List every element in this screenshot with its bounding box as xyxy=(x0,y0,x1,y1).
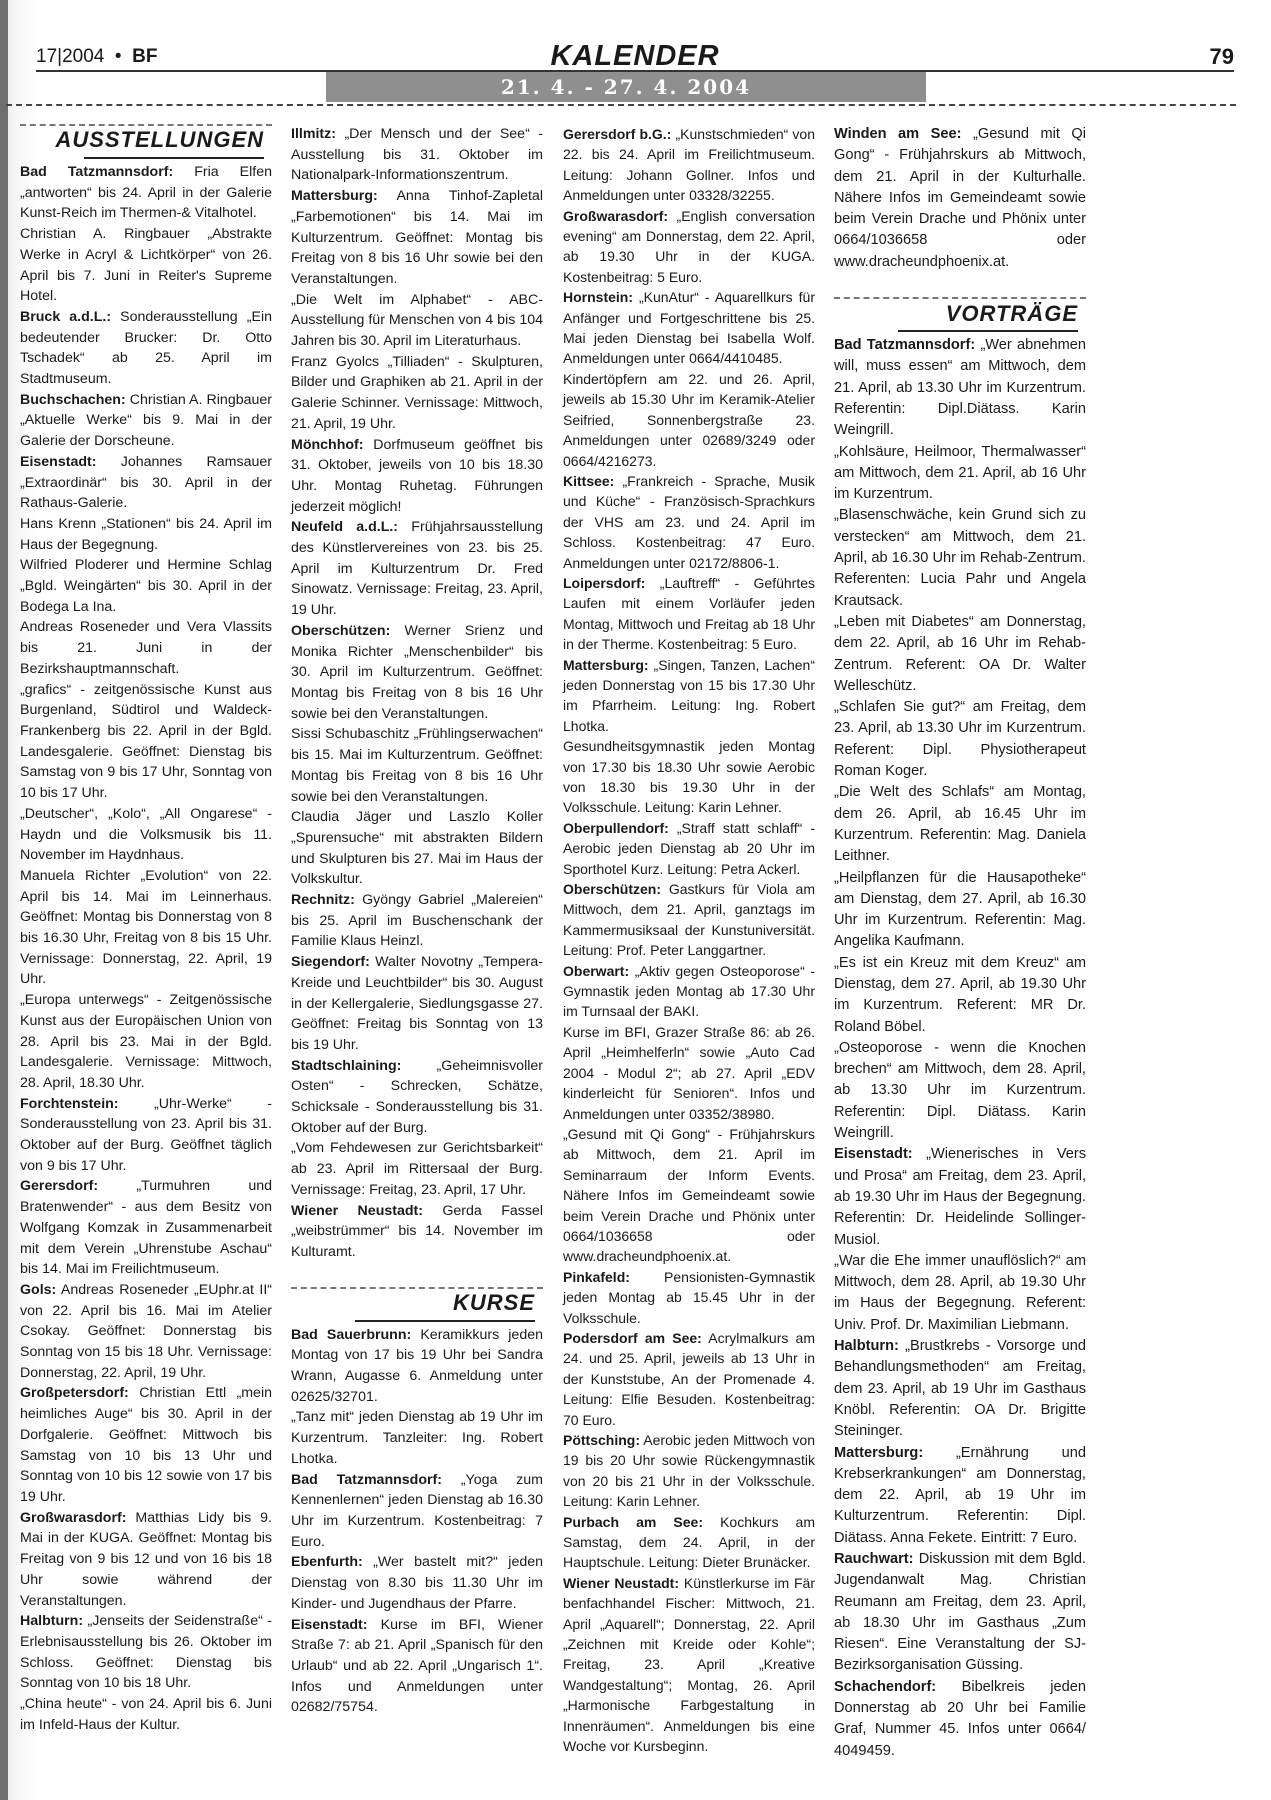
listing-entry xyxy=(834,442,1086,506)
listing-text: „Wer abnehmen will, muss essen“ am Mittwoch, dem 21. April, ab 13.30 Uhr im Kurzentrum. Referentin: Dipl.Diätass. Karin Weingrill. xyxy=(834,337,1086,439)
listing-text: Claudia Jäger und Laszlo Koller „Spurensuche“ mit abstrakten Bildern und Skulpturen bis 27. Mai im Haus der Volkskultur. xyxy=(291,809,543,888)
listing-text: Frühjahrsausstellung des Künstlervereines von 23. bis 25. April im Kulturzentrum Dr. Fred Sinowatz. Vernissage: Freitag, 23. April, 19 Uhr. xyxy=(291,519,543,619)
page-header xyxy=(36,40,1234,70)
listing-text: „Die Welt im Alphabet“ - ABC-Ausstellung für Menschen von 4 bis 104 Jahren bis 30. April im Literaturhaus. xyxy=(291,291,543,350)
listing-text: Fria Elfen „antworten“ bis 24. April in der Galerie Kunst-Reich im Thermen-& Vitalhotel. xyxy=(20,164,272,222)
listing-text: „KunAtur“ - Aquarellkurs für Anfänger und Fortgeschrittene bis 25. Mai jeden Dienstag bei Isabella Wolf. Anmeldungen unter 0664/4410485. xyxy=(563,289,815,367)
section-title: AUSSTELLUNGEN xyxy=(55,127,264,152)
listing-entry xyxy=(20,617,272,679)
listing-location: Gerersdorf b.G.: xyxy=(563,126,672,142)
listing-text: „Die Welt des Schlafs“ am Montag, dem 26. April, ab 16.45 Uhr im Kurzentrum. Referentin: Mag. Daniela Leithner. xyxy=(834,784,1086,865)
section-dashed-rule xyxy=(20,124,272,126)
listing-text: Gastkurs für Viola am Mittwoch, dem 21. April, ganztags im Kammermusiksaal der Kunstuniversität. Leitung: Prof. Peter Langgartner. xyxy=(563,881,815,959)
listing-text: Kochkurs am Samstag, dem 24. April, in der Hauptschule. Leitung: Dieter Brunäcker. xyxy=(563,1513,815,1571)
listing-location: Bad Tatzmannsdorf: xyxy=(834,337,976,354)
listing-entry xyxy=(834,1336,1086,1442)
listing-entry xyxy=(291,621,543,725)
page-number: 79 xyxy=(1209,44,1234,69)
listing-text: Aerobic jeden Mittwoch von 19 bis 20 Uhr sowie Rückengymnastik von 20 bis 21 Uhr in der Volksschule. Leitung: Karin Lehner. xyxy=(563,1432,815,1510)
listing-text: Sonderausstellung „Ein bedeutender Brucker: Dr. Otto Tschadek“ ab 25. April im Stadtmuseum. xyxy=(20,308,272,388)
listing-text: Kindertöpfern am 22. und 26. April, jeweils ab 15.30 Uhr im Keramik-Atelier Seifried, Sonnenbergstraße 23. Anmeldungen unter 02689/3249 oder 0664/4216273. xyxy=(563,370,815,469)
listing-entry xyxy=(834,1549,1086,1677)
listing-location: Podersdorf am See: xyxy=(563,1329,702,1346)
listing-entry xyxy=(20,804,272,866)
listing-text: Hans Krenn „Stationen“ bis 24. April im Haus der Begegnung. xyxy=(20,515,272,553)
listing-entry xyxy=(834,505,1086,611)
listing-entry xyxy=(563,1430,815,1512)
listing-entry xyxy=(20,1280,272,1384)
listing-text: „Blasenschwäche, kein Grund sich zu verstecken“ am Mittwoch, dem 21. April, ab 16.30 Uhr im Rehab-Zentrum. Referenten: Lucia Pahr und Angela Krautsack. xyxy=(834,507,1086,609)
listing-text: Gerda Fassel „weibstrümmer“ bis 14. November im Kulturamt. xyxy=(291,1202,543,1260)
listing-text: „Geheimnisvoller Osten“ - Schrecken, Schätze, Schicksale - Sonderausstellung bis 31. Oktober auf der Burg. xyxy=(291,1057,543,1136)
header-dashed-rule xyxy=(6,104,1236,106)
listing-entry xyxy=(563,1022,815,1124)
listing-text: „Wienerisches in Vers und Prosa“ am Freitag, dem 23. April, ab 19.30 Uhr im Haus der Begegnung. Referentin: Dr. Heidelinde Sollinger-Musiol. xyxy=(834,1146,1086,1248)
listing-text: „Frankreich - Sprache, Musik und Küche“ - Französisch-Sprachkurs der VHS am 23. und 24. April im Schloss. Kostenbeitrag: 47 Euro. Anmeldungen unter 02172/8806-1. xyxy=(563,472,816,571)
listing-text: „Gesund mit Qi Gong“ - Frühjahrskurs ab Mittwoch, dem 21. April in der Kulturhalle. Nähere Infos im Gemeindeamt sowie beim Verein Drache und Phönix unter 0664/1036658 oder www.dracheundphoenix.at. xyxy=(834,126,1086,270)
listing-location: Halbturn: xyxy=(834,1338,899,1355)
listing-location: Forchtenstein: xyxy=(20,1095,119,1112)
listing-entry xyxy=(291,1325,543,1408)
listing-text: „Kunstschmieden“ von 22. bis 24. April im Freilichtmuseum. Leitung: Johann Gollner. Infos und Anmeldungen unter 03328/32255. xyxy=(563,126,815,204)
listing-entry xyxy=(834,335,1086,441)
listing-location: Siegendorf: xyxy=(291,954,370,971)
listing-text: Christian Ettl „mein heimliches Auge“ bis 30. April in der Dorfgalerie. Geöffnet: Mittwoch bis Samstag von 10 bis 13 Uhr und Sonntag von 10 bis 12 sowie von 17 bis 19 Uhr. xyxy=(20,1385,272,1505)
listing-location: Mattersburg: xyxy=(563,656,649,673)
listing-entry xyxy=(834,953,1086,1038)
listing-entry xyxy=(834,1144,1086,1250)
listing-location: Buchschachen: xyxy=(20,391,126,408)
listing-location: Ebenfurth: xyxy=(291,1554,363,1571)
listing-location: Gols: xyxy=(20,1281,57,1298)
listing-entry xyxy=(291,435,543,518)
listing-entry xyxy=(834,697,1086,782)
listing-text: „Straff statt schlaff“ - Aerobic jeden Dienstag ab 20 Uhr im Sporthotel Kurz. Leitung: Petra Ackerl. xyxy=(563,819,815,877)
listing-entry xyxy=(291,186,543,290)
listing-text: „Singen, Tanzen, Lachen“ jeden Donnerstag von 15 bis 17.30 Uhr im Pfarrheim. Leitung: Ing. Robert Lhotka. xyxy=(563,656,815,734)
listing-text: „China heute“ - von 24. April bis 6. Juni im Infeld-Haus der Kultur. xyxy=(20,1696,272,1733)
listing-text: Kurse im BFI, Grazer Straße 86: ab 26. April „Heimhelferln“ sowie „Auto Cad 2004 - Modul 2“; ab 27. April „EDV kinderleicht für Senioren“. Infos und Anmeldungen unter 03352/38980. xyxy=(563,1023,815,1122)
listing-entry xyxy=(20,555,272,617)
listing-entry xyxy=(834,1251,1086,1336)
listing-text: „Aktiv gegen Osteoporose“ - Gymnastik jeden Montag ab 17.30 Uhr im Turnsaal der BAKI. xyxy=(563,962,815,1020)
section-underline xyxy=(355,1320,535,1322)
listing-text: Acrylmalkurs am 24. und 25. April, jeweils ab 13 Uhr in der Kunststube, An der Promenade 4. Leitung: Elfie Besuden. Kostenbeitrag: 70 Euro. xyxy=(563,1329,815,1428)
section-underline xyxy=(84,157,264,159)
listing-entry xyxy=(20,1383,272,1507)
listing-entry xyxy=(20,1094,272,1177)
listing-entry xyxy=(563,818,815,879)
listing-entry xyxy=(563,1124,815,1267)
page-spine xyxy=(0,0,8,1800)
listing-text: Diskussion mit dem Bgld. Jugendanwalt Mag. Christian Reumann am Freitag, dem 23. April, ab 18.30 Uhr im Gasthaus „Zum Riesen“. Eine Veranstaltung der SJ-Bezirksorganisation Güssing. xyxy=(834,1551,1086,1674)
listing-entry xyxy=(291,1201,543,1263)
issue-number: 17|2004 xyxy=(36,46,105,67)
section-heading xyxy=(834,297,1086,331)
listing-text: Bibelkreis jeden Donnerstag ab 20 Uhr bei Familie Graf, Nummer 45. Infos unter 0664/ 4049459. xyxy=(834,1678,1086,1759)
listing-entry xyxy=(834,1038,1086,1144)
listing-entry xyxy=(834,782,1086,867)
listing-location: Winden am See: xyxy=(834,126,962,142)
listing-location: Eisenstadt: xyxy=(291,1616,368,1633)
listing-text: Sissi Schubaschitz „Frühlingserwachen“ bis 15. Mai im Kulturzentrum. Geöffnet: Montag bis Freitag von 8 bis 16 Uhr sowie bei den Veranstaltungen. xyxy=(291,726,543,805)
listing-text: Künstlerkurse im Fär benfachhandel Fischer: Mittwoch, 21. April „Aquarell“; Donnerstag, 22. April „Zeichnen mit Kreide oder Kohle“; Freitag, 23. April „Kreative Wandgestaltung“; Montag, 26. April „Harmonische Farbgestaltung in Innenräumen“. Anmeldungen bis eine Woche vor Kursbeginn. xyxy=(563,1574,815,1755)
listing-entry xyxy=(20,307,272,390)
listing-entry xyxy=(20,990,272,1094)
listing-location: Mattersburg: xyxy=(834,1444,924,1461)
listing-entry xyxy=(563,655,815,737)
listing-entry xyxy=(563,206,815,288)
listing-entry xyxy=(20,514,272,555)
listing-text: Matthias Lidy bis 9. Mai in der KUGA. Geöffnet: Montag bis Freitag von 9 bis 12 und von 16 bis 18 Uhr sowie während der Veranstaltungen. xyxy=(20,1509,272,1609)
listing-text: Keramikkurs jeden Montag von 17 bis 19 Uhr bei Sandra Wrann, Augasse 6. Anmeldung unter 02625/32701. xyxy=(291,1326,543,1405)
listing-entry xyxy=(834,1677,1086,1762)
listing-entry xyxy=(20,452,272,514)
listing-location: Großwarasdorf: xyxy=(20,1509,127,1526)
listing-entry xyxy=(563,736,815,818)
listing-location: Wiener Neustadt: xyxy=(291,1202,423,1219)
section-heading xyxy=(291,1287,543,1321)
listing-text: „Osteoporose - wenn die Knochen brechen“ am Mittwoch, dem 28. April, ab 13.30 Uhr im Kurzentrum. Referentin: Dipl. Diätass. Karin Weingrill. xyxy=(834,1039,1086,1142)
section-heading xyxy=(20,124,272,158)
listing-entry xyxy=(291,1407,543,1469)
section-dashed-rule xyxy=(291,1287,543,1289)
column-2 xyxy=(291,124,543,1718)
listing-entry xyxy=(834,124,1086,273)
listing-text: „Deutscher“, „Kolo“, „All Ongarese“ - Haydn und die Volksmusik bis 11. November im Haydnhaus. xyxy=(20,805,272,864)
listing-location: Eisenstadt: xyxy=(834,1146,913,1163)
listing-text: „Brustkrebs - Vorsorge und Behandlungsmethoden“ am Freitag, dem 23. April, ab 19 Uhr im Gasthaus Knöbl. Referentin: OA Dr. Brigitte Steininger. xyxy=(834,1338,1086,1440)
listing-location: Wiener Neustadt: xyxy=(563,1574,679,1591)
listing-location: Hornstein: xyxy=(563,289,633,306)
listing-text: Kurse im BFI, Wiener Straße 7: ab 21. April „Spanisch für den Urlaub“ und ab 22. April „Ungarisch 1“. Infos und Anmeldungen unter 02682/75754. xyxy=(291,1616,543,1716)
listing-location: Schachendorf: xyxy=(834,1678,937,1695)
listing-entry xyxy=(563,124,815,206)
listing-entry xyxy=(563,961,815,1022)
listing-text: „Europa unterwegs“ - Zeitgenössische Kunst aus der Europäischen Union von 28. April bis 23. Mai in der Bgld. Landesgalerie. Vernissage: Mittwoch, 28. April, 18.30 Uhr. xyxy=(20,992,272,1091)
section-underline xyxy=(898,330,1078,332)
section-title: KURSE xyxy=(452,1289,535,1315)
listing-entry xyxy=(291,890,543,952)
listing-text: Christian A. Ringbauer „Aktuelle Werke“ bis 9. Mai in der Galerie der Dorscheune. xyxy=(20,391,272,450)
listing-text: Anna Tinhof-Zapletal „Farbemotionen“ bis 14. Mai im Kulturzentrum. Geöffnet: Montag bis Freitag von 8 bis 16 Uhr sowie bei den Veranstaltungen. xyxy=(291,188,543,287)
listing-entry xyxy=(291,290,543,352)
listing-location: Mattersburg: xyxy=(291,188,378,205)
listing-text: „Jenseits der Seidenstraße“ - Erlebnisausstellung bis 26. Oktober im Schloss. Geöffnet: Dienstag bis Sonntag von 10 bis 18 Uhr. xyxy=(20,1613,273,1692)
section-title: VORTRÄGE xyxy=(945,301,1078,327)
listing-text: „Ernährung und Krebserkrankungen“ am Donnerstag, dem 22. April, ab 19 Uhr im Kulturzentrum. Referentin: Dipl. Diätass. Anna Fekete. Eintritt: 7 Euro. xyxy=(834,1444,1086,1546)
listing-text: Andreas Roseneder „EUphr.at II“ von 22. April bis 16. Mai im Atelier Csokay. Geöffnet: Donnerstag bis Sonntag von 15 bis 18 Uhr. Vernissage: Donnerstag, 22. April, 19 Uhr. xyxy=(20,1281,272,1381)
listing-entry xyxy=(291,807,543,890)
listing-location: Loipersdorf: xyxy=(563,574,646,591)
listing-location: Kittsee: xyxy=(563,472,615,489)
column-3 xyxy=(563,124,815,1757)
listing-text: „Turmuhren und Bratenwender“ - aus dem Besitz von Wolfgang Komzak in Zusammenarbeit mit dem Verein „Uhrenstube Aschau“ bis 14. Mai im Freilichtmuseum. xyxy=(20,1178,272,1278)
listing-location: Rauchwart: xyxy=(834,1551,914,1567)
listing-text: „Uhr-Werke“ - Sonderausstellung von 23. April bis 31. Oktober auf der Burg. Geöffnet täglich von 9 bis 17 Uhr. xyxy=(20,1095,272,1174)
listing-text: „Heilpflanzen für die Hausapotheke“ am Dienstag, dem 27. April, ab 16.30 Uhr im Kurzentrum. Referentin: Mag. Angelika Kaufmann. xyxy=(834,869,1086,950)
listing-text: Walter Novotny „Tempera-Kreide und Leuchtbilder“ bis 30. August in der Kellergalerie, Siedlungsgasse 27. Geöffnet: Freitag bis Sonntag von 13 bis 19 Uhr. xyxy=(291,954,543,1053)
listing-entry xyxy=(563,471,815,573)
listing-location: Oberwart: xyxy=(563,962,630,979)
listing-location: Oberschützen: xyxy=(291,622,391,639)
listing-entry xyxy=(20,224,272,307)
listing-entry xyxy=(563,1267,815,1328)
listing-text: Johannes Ramsauer „Extraordinär“ bis 30. April in der Rathaus-Galerie. xyxy=(20,453,272,512)
listing-location: Großwarasdorf: xyxy=(563,207,669,224)
listing-text: Gyöngy Gabriel „Malereien“ bis 25. April im Buschenschank der Familie Klaus Heinzl. xyxy=(291,892,543,950)
listing-text: Pensionisten-Gymnastik jeden Montag ab 15.45 Uhr in der Volksschule. xyxy=(563,1268,815,1326)
listing-text: „Lauftreff“ - Geführtes Laufen mit einem Vorläufer jeden Montag, Mittwoch und Freitag ab 18 Uhr in der Therme. Kostenbeitrag: 5 Euro. xyxy=(563,574,815,653)
listing-text: Andreas Roseneder und Vera Vlassits bis 21. Juni in der Bezirkshauptmannschaft. xyxy=(20,619,272,677)
listing-text: „English conversation evening“ am Donnerstag, dem 22. April, ab 19.30 Uhr in der KUGA. Kostenbeitrag: 5 Euro. xyxy=(563,207,815,285)
listing-location: Pöttsching: xyxy=(563,1432,640,1448)
listing-location: Bad Sauerbrunn: xyxy=(291,1326,412,1343)
column-1 xyxy=(20,124,272,1735)
listing-entry xyxy=(563,573,815,655)
listing-text: „grafics“ - zeitgenössische Kunst aus Burgenland, Südtirol und Waldeck-Frankenberg bis 22. April in der Bgld. Landesgalerie. Geöffnet: Dienstag bis Samstag von 9 bis 17 Uhr, Sonntag von 10 bis 17 Uhr. xyxy=(20,681,272,802)
listing-entry xyxy=(20,1176,272,1280)
listing-location: Bad Tatzmannsdorf: xyxy=(291,1471,442,1488)
listing-entry xyxy=(291,1470,543,1553)
listing-entry xyxy=(834,1443,1086,1549)
listing-location: Stadtschlaining: xyxy=(291,1057,402,1074)
listing-entry xyxy=(20,1611,272,1694)
listing-entry xyxy=(20,162,272,224)
listing-entry xyxy=(834,868,1086,953)
listing-location: Purbach am See: xyxy=(563,1513,703,1530)
listing-entry xyxy=(291,1615,543,1719)
listing-entry xyxy=(563,879,815,961)
listing-entry xyxy=(563,287,815,369)
listing-entry xyxy=(563,1512,815,1573)
listing-entry xyxy=(291,124,543,186)
bullet-separator: • xyxy=(109,46,127,67)
listing-text: „Der Mensch und der See“ - Ausstellung bis 31. Oktober im Nationalpark-Informationszentrum. xyxy=(291,126,543,184)
listing-text: Gesundheitsgymnastik jeden Montag von 17.30 bis 18.30 Uhr sowie Aerobic von 18.30 bis 19.30 Uhr in der Volksschule. Leitung: Karin Lehner. xyxy=(563,738,815,816)
listing-text: „Tanz mit“ jeden Dienstag ab 19 Uhr im Kurzentrum. Tanzleiter: Ing. Robert Lhotka. xyxy=(291,1409,543,1467)
listing-entry xyxy=(20,680,272,804)
listing-text: „Leben mit Diabetes“ am Donnerstag, dem 22. April, ab 16 Uhr im Rehab-Zentrum. Referent: OA Dr. Walter Welleschütz. xyxy=(834,613,1086,694)
listing-text: „Gesund mit Qi Gong“ - Frühjahrskurs ab Mittwoch, dem 21. April im Seminarraum der Inform Events. Nähere Infos im Gemeindeamt sowie beim Verein Drache und Phönix unter 0664/1036658 oder www.dracheundphoenix.at. xyxy=(563,1125,815,1265)
listing-location: Mönchhof: xyxy=(291,436,364,453)
listing-entry xyxy=(20,1694,272,1735)
listing-location: Oberpullendorf: xyxy=(563,819,669,836)
listing-location: Bruck a.d.L.: xyxy=(20,308,112,325)
listing-entry xyxy=(291,1138,543,1200)
listing-entry xyxy=(834,612,1086,697)
listing-text: „Schlafen Sie gut?“ am Freitag, dem 23. April, ab 13.30 Uhr im Kurzentrum. Referent: Dipl. Physiotherapeut Roman Koger. xyxy=(834,699,1086,780)
listing-text: „Es ist ein Kreuz mit dem Kreuz“ am Dienstag, dem 27. April, ab 19.30 Uhr im Kurzentrum. Referent: MR Dr. Roland Böbel. xyxy=(834,954,1086,1035)
section-spacer xyxy=(834,273,1086,297)
listing-text: „Vom Fehdewesen zur Gerichtsbarkeit“ ab 23. April im Rittersaal der Burg. Vernissage: Freitag, 23. April, 17 Uhr. xyxy=(291,1140,543,1198)
listing-entry xyxy=(291,724,543,807)
listing-location: Gerersdorf: xyxy=(20,1178,99,1195)
listing-entry xyxy=(291,952,543,1056)
listing-entry xyxy=(563,369,815,471)
listing-location: Rechnitz: xyxy=(291,892,355,909)
listing-text: „Wer bastelt mit?“ jeden Dienstag von 8.30 bis 11.30 Uhr im Kinder- und Jugendhaus der Pfarre. xyxy=(291,1554,544,1612)
listing-text: Dorfmuseum geöffnet bis 31. Oktober, jeweils von 10 bis 18.30 Uhr. Montag Ruhetag. Führungen jederzeit möglich! xyxy=(291,436,543,515)
date-range-banner: 21. 4. - 27. 4. 2004 xyxy=(326,72,926,102)
listing-text: Werner Srienz und Monika Richter „Menschenbilder“ bis 30. April im Kulturzentrum. Geöffnet: Montag bis Freitag von 8 bis 16 Uhr sowie bei den Veranstaltungen. xyxy=(291,622,543,722)
listing-text: „Yoga zum Kennenlernen“ jeden Dienstag ab 16.30 Uhr im Kurzentrum. Kostenbeitrag: 7 Euro. xyxy=(291,1471,543,1550)
listing-text: „Kohlsäure, Heilmoor, Thermalwasser“ am Mittwoch, dem 21. April, ab 16 Uhr im Kurzentrum. xyxy=(834,443,1086,503)
listing-location: Halbturn: xyxy=(20,1613,84,1630)
listing-entry xyxy=(291,1056,543,1139)
listing-location: Neufeld a.d.L.: xyxy=(291,519,399,536)
listing-text: „War die Ehe immer unauflöslich?“ am Mittwoch, dem 28. April, ab 19.30 Uhr im Haus der Begegnung. Referent: Univ. Prof. Dr. Maximilian Liebmann. xyxy=(834,1252,1086,1333)
listing-entry xyxy=(20,390,272,452)
listing-entry xyxy=(20,1508,272,1612)
section-spacer xyxy=(291,1263,543,1287)
listing-location: Großpetersdorf: xyxy=(20,1385,129,1402)
listing-text: Wilfried Ploderer und Hermine Schlag „Bgld. Weingärten“ bis 30. April in der Bodega La Ina. xyxy=(20,557,272,615)
listing-location: Pinkafeld: xyxy=(563,1268,630,1285)
listing-text: Franz Gyolcs „Tilliaden“ - Skulpturen, Bilder und Graphiken ab 21. April in der Galerie Schinner. Vernissage: Mittwoch, 21. April, 19 Uhr. xyxy=(291,353,543,432)
listing-entry xyxy=(563,1573,815,1757)
listing-text: Christian A. Ringbauer „Abstrakte Werke in Acryl & Lichtkörper“ von 26. April bis 7. Juni in Reiter's Supreme Hotel. xyxy=(20,226,272,305)
listing-location: Oberschützen: xyxy=(563,881,662,898)
section-title: KALENDER xyxy=(550,40,720,72)
listing-location: Bad Tatzmannsdorf: xyxy=(20,164,174,180)
listing-text: Manuela Richter „Evolution“ von 22. April bis 14. Mai im Leinnerhaus. Geöffnet: Montag bis Donnerstag von 8 bis 16.30 Uhr, Freitag von 8 bis 15 Uhr. Vernissage: Donnerstag, 22. April, 19 Uhr. xyxy=(20,867,272,988)
listing-entry xyxy=(291,1552,543,1614)
listing-entry xyxy=(291,352,543,435)
column-4 xyxy=(834,124,1086,1762)
section-dashed-rule xyxy=(834,297,1086,299)
publication-name: BF xyxy=(132,46,158,67)
listing-entry xyxy=(563,1328,815,1430)
listing-location: Illmitz: xyxy=(291,126,336,142)
listing-entry xyxy=(20,866,272,990)
listing-entry xyxy=(291,517,543,621)
listing-location: Eisenstadt: xyxy=(20,453,97,470)
